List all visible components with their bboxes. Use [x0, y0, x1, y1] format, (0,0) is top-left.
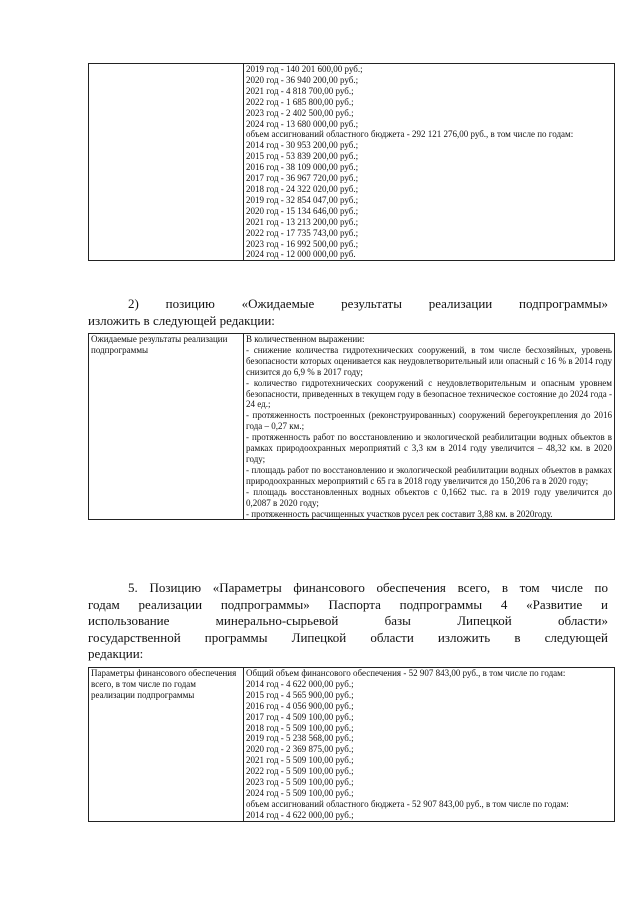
- year-line: 2020 год - 15 134 646,00 руб.;: [246, 205, 359, 216]
- year-line: 2015 год - 53 839 200,00 руб.;: [246, 151, 359, 162]
- financing-parameters-table: [88, 667, 615, 822]
- year-line: 2023 год - 2 402 500,00 руб.;: [246, 107, 354, 118]
- year-line: 2017 год - 36 967 720,00 руб.;: [246, 173, 359, 184]
- year-line: 2019 год - 5 238 568,00 руб.;: [246, 733, 354, 744]
- result-item: - протяженность построенных (реконструированных) сооружений берегоукрепления до 2016 года – 0,27 км.;: [246, 410, 612, 432]
- paragraph-line: редакции:: [88, 646, 144, 661]
- paragraph-line: 5. Позицию «Параметры финансового обеспечения всего, в том числе по: [128, 580, 608, 595]
- year-line: 2022 год - 5 509 100,00 руб.;: [246, 766, 354, 777]
- year-line: 2020 год - 36 940 200,00 руб.;: [246, 74, 359, 85]
- paragraph-expected-results: [88, 296, 608, 329]
- result-item: - снижение количества гидротехнических сооружений, в том числе бесхозяйных, уровень безопасности которых оценивается как неудовлетворительный или опасный с 16 % в 2014 году снизится до 6,9 % в 2017 году;: [246, 344, 612, 377]
- year-line: 2024 год - 12 000 000,00 руб.: [246, 249, 356, 260]
- year-line: 2016 год - 4 056 900,00 руб.;: [246, 700, 354, 711]
- result-item: - количество гидротехнических сооружений с неудовлетворительным и опасным уровнем безопасности, приведенных в текущем году в безопасное техническое состояние до 2024 года - 24 ед.;: [246, 377, 612, 410]
- budget-summary-line: объем ассигнований областного бюджета - 292 121 276,00 руб., в том числе по годам:: [246, 129, 574, 140]
- paragraph-line: годам реализации подпрограммы» Паспорта подпрограммы 4 «Развитие и: [88, 596, 608, 612]
- year-line: 2023 год - 16 992 500,00 руб.;: [246, 238, 359, 249]
- year-line: 2023 год - 5 509 100,00 руб.;: [246, 777, 354, 788]
- year-line: 2021 год - 4 818 700,00 руб.;: [246, 85, 354, 96]
- year-line: 2021 год - 13 213 200,00 руб.;: [246, 216, 359, 227]
- year-line: 2018 год - 24 322 020,00 руб.;: [246, 183, 359, 194]
- financing-table-continuation: [88, 63, 615, 261]
- result-item: - площадь восстановленных водных объектов с 0,1662 тыс. га в 2019 году увеличится до 0,2087 в 2020 году;: [246, 486, 612, 508]
- table-row: [89, 334, 615, 520]
- table-right-cell: [244, 668, 615, 822]
- result-item: - протяженность работ по восстановлению и экологической реабилитации водных объектов в рамках природоохранных мероприятий с 3,3 км в 2014 году увеличится – 48,32 км. в 2020 году;: [246, 432, 612, 464]
- table-right-cell: [244, 334, 615, 520]
- table-right-cell: [244, 64, 615, 261]
- year-line: 2020 год - 2 369 875,00 руб.;: [246, 744, 354, 755]
- year-line: 2014 год - 4 622 000,00 руб.;: [246, 678, 354, 689]
- expected-results-table: [88, 333, 615, 520]
- year-line: 2024 год - 13 680 000,00 руб.;: [246, 118, 359, 129]
- paragraph-line: использование минерально-сырьевой базы Липецкой области»: [88, 613, 608, 628]
- table-left-cell: [89, 64, 244, 261]
- paragraph-financing-parameters: [88, 580, 608, 663]
- result-item: - площадь работ по восстановлению и экологической реабилитации водных объектов в рамках природоохранных мероприятий с 65 га в 2018 году увеличится до 150,206 га в 2020 году;: [246, 464, 612, 486]
- paragraph-line: государственной программы Липецкой области изложить в следующей: [88, 629, 608, 645]
- year-line: 2021 год - 5 509 100,00 руб.;: [246, 755, 354, 766]
- year-line: 2016 год - 38 109 000,00 руб.;: [246, 162, 359, 173]
- year-line: 2022 год - 1 685 800,00 руб.;: [246, 96, 354, 107]
- year-line: 2014 год - 30 953 200,00 руб.;: [246, 140, 359, 151]
- table-left-cell: Параметры финансового обеспечения всего, в том числе по годам реализации подпрограммы: [89, 668, 244, 822]
- financing-summary-line: Общий объем финансового обеспечения - 52 907 843,00 руб., в том числе по годам:: [246, 668, 566, 678]
- result-item: - протяженность расчищенных участков русел рек составит 3,88 км. в 2020году.: [246, 508, 553, 519]
- year-line: 2022 год - 17 735 743,00 руб.;: [246, 227, 359, 238]
- year-line: 2018 год - 5 509 100,00 руб.;: [246, 722, 354, 733]
- results-heading: В количественном выражении:: [246, 334, 365, 344]
- table-left-cell: Ожидаемые результаты реализации подпрограммы: [89, 334, 244, 520]
- year-line: 2019 год - 32 854 047,00 руб.;: [246, 194, 359, 205]
- year-line: 2014 год - 4 622 000,00 руб.;: [246, 809, 354, 820]
- year-line: 2015 год - 4 565 900,00 руб.;: [246, 689, 354, 700]
- paragraph-line: 2) позицию «Ожидаемые результаты реализации подпрограммы»: [128, 296, 608, 311]
- budget-summary-line: объем ассигнований областного бюджета - 52 907 843,00 руб., в том числе по годам:: [246, 798, 569, 809]
- year-line: 2017 год - 4 509 100,00 руб.;: [246, 711, 354, 722]
- table-row: [89, 64, 615, 261]
- table-row: [89, 668, 615, 822]
- year-line: 2024 год - 5 509 100,00 руб.;: [246, 787, 354, 798]
- paragraph-line: изложить в следующей редакции:: [88, 312, 275, 328]
- year-line: 2019 год - 140 201 600,00 руб.;: [246, 64, 363, 74]
